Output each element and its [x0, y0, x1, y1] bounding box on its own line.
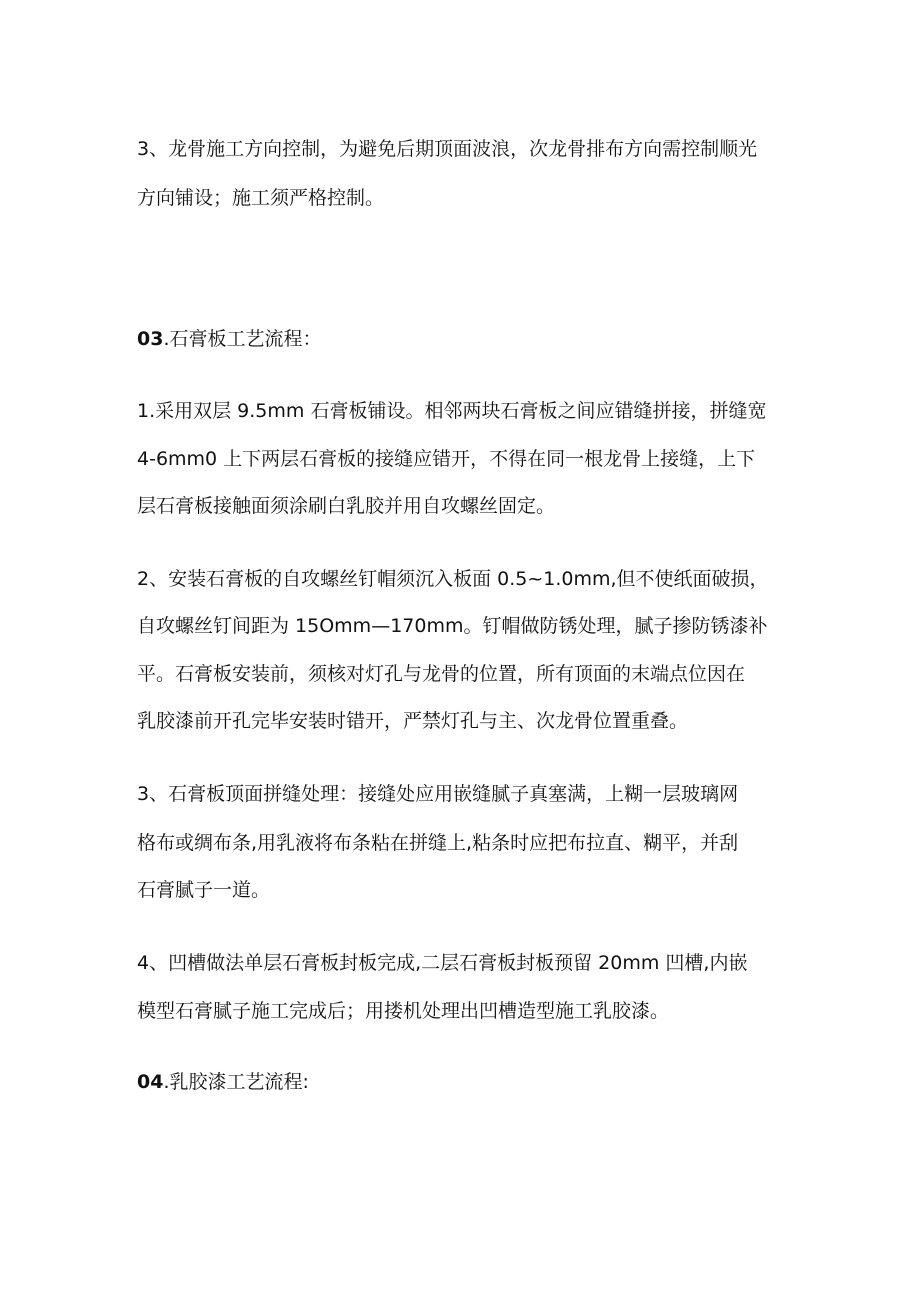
step1-line-3: 层石膏板接触面须涂刷白乳胶并用自攻螺丝固定。: [137, 495, 556, 517]
section-04-title: .乳胶漆工艺流程:: [163, 1071, 309, 1093]
step1-line-1: 1.采用双层 9.5mm 石膏板铺设。相邻两块石膏板之间应错缝拼接，拼缝宽: [137, 400, 767, 422]
step4-line-1: 4、凹槽做法单层石膏板封板完成,二层石膏板封板预留 20mm 凹槽,内嵌: [137, 952, 748, 974]
step2-line-1: 2、安装石膏板的自攻螺丝钉帽须沉入板面 0.5~1.0mm,但不使纸面破损，: [137, 568, 769, 590]
section-03-title: .石膏板工艺流程：: [163, 328, 322, 350]
section-03-number: 03: [137, 328, 164, 350]
item3-line-1: 3、龙骨施工方向控制，为避免后期顶面波浪，次龙骨排布方向需控制顺光: [137, 138, 758, 160]
section-04-number: 04: [137, 1071, 164, 1093]
step3-line-2: 格布或绸布条,用乳液将布条粘在拼缝上,粘条时应把布拉直、糊平，并刮: [137, 832, 739, 854]
step1-line-2: 4-6mm0 上下两层石膏板的接缝应错开，不得在同一根龙骨上接缝，上下: [137, 448, 756, 470]
step3-line-1: 3、石膏板顶面拼缝处理：接缝处应用嵌缝腻子真塞满，上糊一层玻璃网: [137, 783, 739, 805]
section-03-heading: [137, 326, 817, 352]
step4-line-2: 模型石膏腻子施工完成后；用搂机处理出凹槽造型施工乳胶漆。: [137, 1000, 670, 1022]
step2-line-3: 平。石膏板安装前，须核对灯孔与龙骨的位置，所有顶面的末端点位因在: [137, 663, 746, 685]
section-04-heading: [137, 1069, 817, 1095]
step3-line-3: 石膏腻子一道。: [137, 879, 271, 901]
step2-line-2: 自攻螺丝钉间距为 15Omm—170mm。钉帽做防锈处理，腻子掺防锈漆补: [137, 615, 768, 637]
step2-line-4: 乳胶漆前开孔完毕安装时错开，严禁灯孔与主、次龙骨位置重叠。: [137, 710, 689, 732]
item3-line-2: 方向铺设；施工须严格控制。: [137, 187, 385, 209]
